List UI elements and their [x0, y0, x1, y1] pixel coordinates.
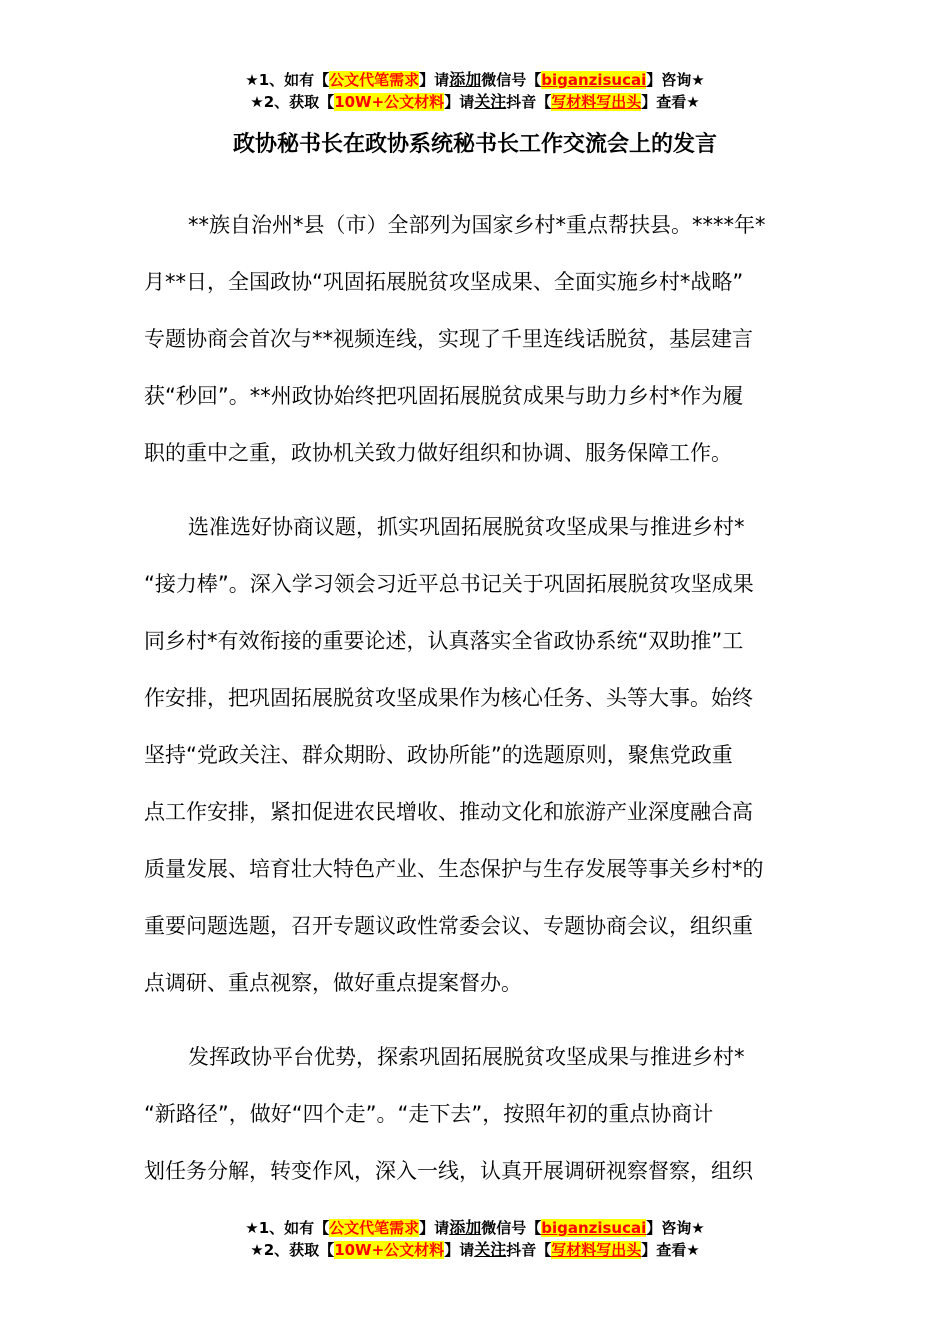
text-line: **族自治州*县（市）全部列为国家乡村*重点帮扶县。****年* — [188, 213, 766, 237]
footer-banner-line-1 — [0, 1217, 950, 1239]
banner-text: 】请 — [444, 1241, 475, 1259]
paragraph-3 — [144, 1029, 808, 1200]
footer-banner — [0, 1217, 950, 1261]
text-line: 发挥政协平台优势，探索巩固拓展脱贫攻坚成果与推进乡村* — [188, 1045, 745, 1069]
document-body — [144, 197, 808, 1200]
text-line: 划任务分解，转变作风，深入一线，认真开展调研视察督察，组织 — [144, 1159, 753, 1183]
text-line: 重要问题选题，召开专题议政性常委会议、专题协商会议，组织重 — [144, 914, 753, 938]
paragraph-spacer — [144, 1012, 808, 1029]
text-line: 月**日，全国政协“巩固拓展脱贫攻坚成果、全面实施乡村*战略” — [144, 270, 744, 294]
text-line: 同乡村*有效衔接的重要论述，认真落实全省政协系统“双助推”工 — [144, 629, 744, 653]
banner-text: ★1、如有【 — [245, 1219, 330, 1237]
text-line: 获“秒回”。**州政协始终把巩固拓展脱贫成果与助力乡村*作为履 — [144, 384, 744, 408]
text-line: 职的重中之重，政协机关致力做好组织和协调、服务保障工作。 — [144, 441, 732, 465]
highlight-materials: 10W+公文材料 — [334, 93, 445, 111]
banner-text: 抖音【 — [506, 1241, 552, 1259]
paragraph-2 — [144, 499, 808, 1012]
banner-text: ★1、如有【 — [245, 71, 330, 89]
banner-text: 】请 — [419, 71, 450, 89]
banner-text: 】请 — [444, 93, 475, 111]
banner-text: ★2、获取【 — [250, 1241, 335, 1259]
text-line: 点调研、重点视察，做好重点提案督办。 — [144, 971, 522, 995]
text-line: 坚持“党政关注、群众期盼、政协所能”的选题原则，聚焦党政重 — [144, 743, 733, 767]
wechat-id-link[interactable]: biganzisucai — [541, 1219, 647, 1237]
banner-text: 】查看★ — [641, 93, 700, 111]
text-line: “新路径”，做好“四个走”。“走下去”，按照年初的重点协商计 — [144, 1102, 714, 1126]
paragraph-spacer — [144, 482, 808, 499]
document-title: 政协秘书长在政协系统秘书长工作交流会上的发言 — [232, 132, 717, 157]
text-line: 专题协商会首次与**视频连线，实现了千里连线话脱贫，基层建言 — [144, 327, 753, 351]
header-banner-line-2 — [0, 91, 950, 113]
banner-text: 抖音【 — [506, 93, 552, 111]
paragraph-1 — [144, 197, 808, 482]
wechat-id-link[interactable]: biganzisucai — [541, 71, 647, 89]
text-line: 点工作安排，紧扣促进农民增收、推动文化和旅游产业深度融合高 — [144, 800, 753, 824]
banner-text: ★2、获取【 — [250, 93, 335, 111]
banner-text: 】咨询★ — [646, 71, 705, 89]
highlight-materials: 10W+公文材料 — [334, 1241, 445, 1259]
douyin-account-link[interactable]: 写材料写出头 — [551, 1241, 642, 1259]
header-banner-line-1 — [0, 69, 950, 91]
banner-text: 】查看★ — [641, 1241, 700, 1259]
text-line: 选准选好协商议题，抓实巩固拓展脱贫攻坚成果与推进乡村* — [188, 515, 745, 539]
text-line: 作安排，把巩固拓展脱贫攻坚成果作为核心任务、头等大事。始终 — [144, 686, 753, 710]
underlined-follow: 关注 — [474, 1240, 507, 1259]
text-line: 质量发展、培育壮大特色产业、生态保护与生存发展等事关乡村*的 — [144, 857, 764, 881]
banner-text: 】咨询★ — [646, 1219, 705, 1237]
banner-text: 】请 — [419, 1219, 450, 1237]
douyin-account-link[interactable]: 写材料写出头 — [551, 93, 642, 111]
highlight-service: 公文代笔需求 — [329, 1219, 420, 1237]
underlined-add: 添加 — [449, 70, 482, 89]
banner-text: 微信号【 — [481, 71, 542, 89]
underlined-add: 添加 — [449, 1218, 482, 1237]
underlined-follow: 关注 — [474, 92, 507, 111]
text-line: “接力棒”。深入学习领会习近平总书记关于巩固拓展脱贫攻坚成果 — [144, 572, 754, 596]
header-banner — [0, 69, 950, 113]
footer-banner-line-2 — [0, 1239, 950, 1261]
banner-text: 微信号【 — [481, 1219, 542, 1237]
highlight-service: 公文代笔需求 — [329, 71, 420, 89]
